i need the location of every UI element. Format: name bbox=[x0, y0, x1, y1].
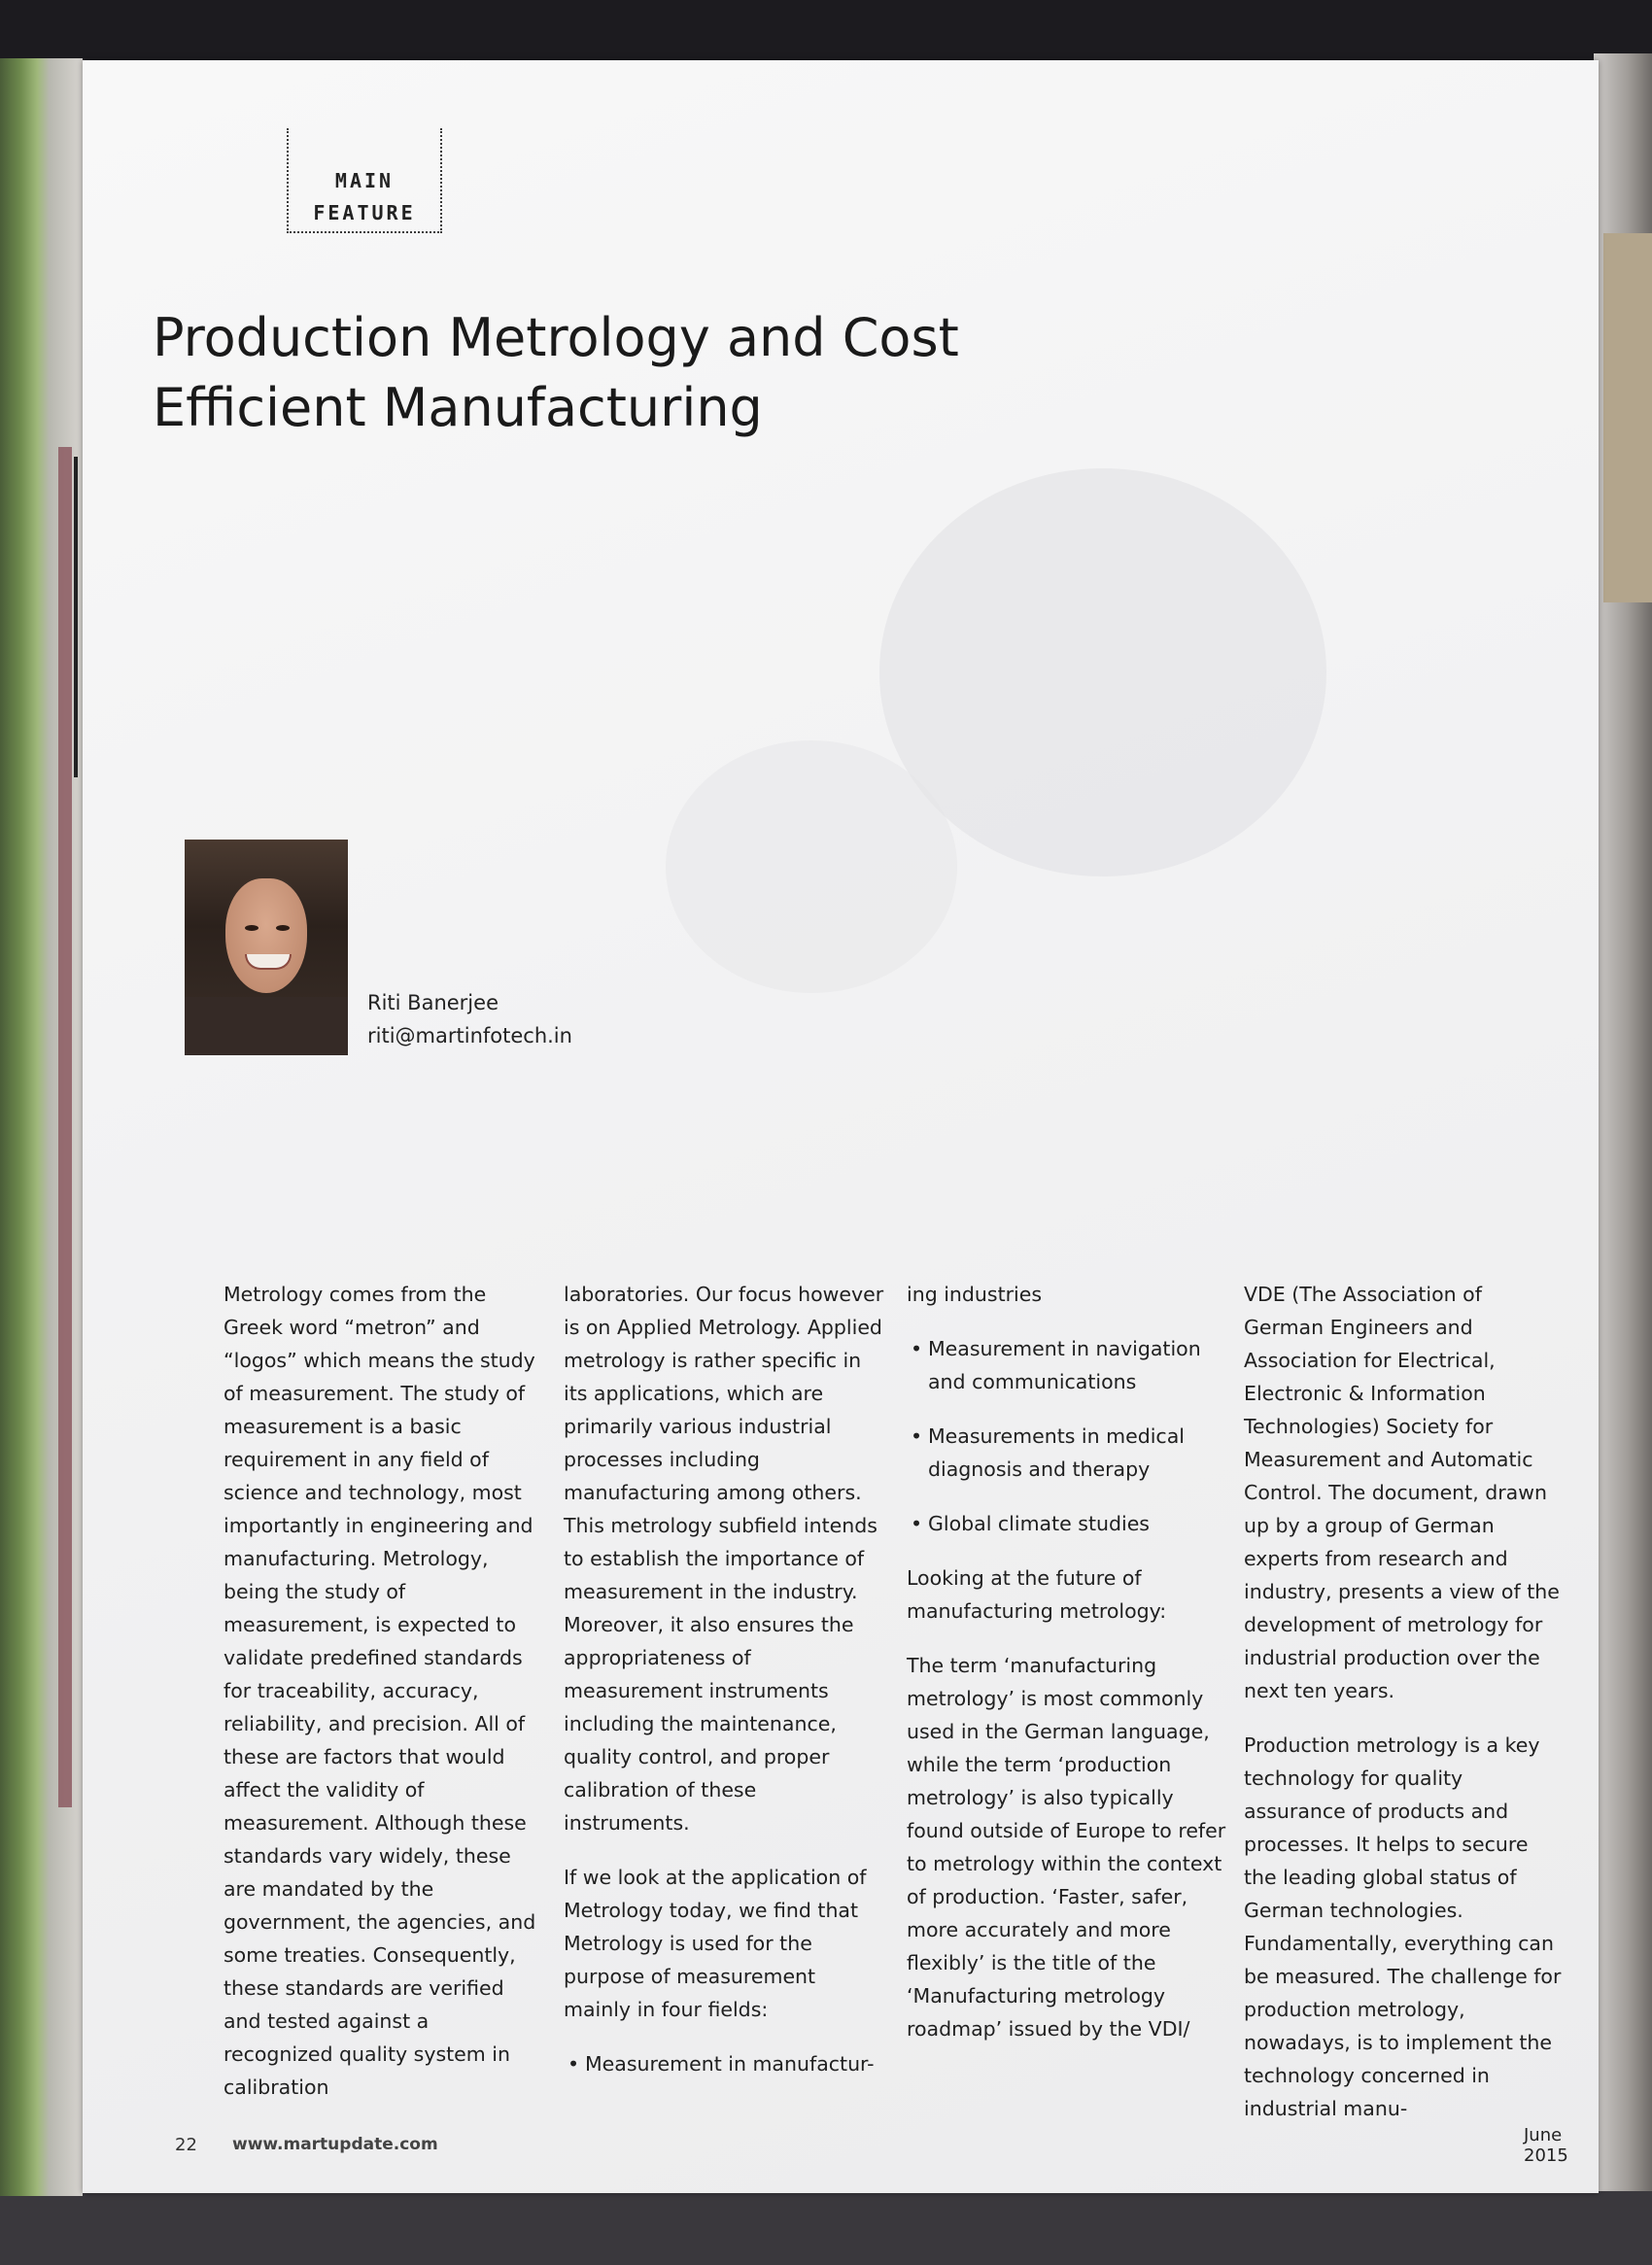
paragraph: Production metrology is a key technology for quality assurance of products and processes. It helps to secure the leading global status of German technologies. Fundamentally, everything can be measured. The challenge for production metrology, nowadays, is to implement the technology concerned in industrial manu- bbox=[1244, 1733, 1562, 2120]
article-column-1 bbox=[224, 1278, 544, 2125]
spine-band bbox=[58, 447, 72, 1807]
article-title-line: Efficient Manufacturing bbox=[153, 377, 763, 438]
bleed-through-shape bbox=[879, 468, 1326, 876]
spine-line bbox=[74, 457, 78, 777]
paragraph: ing industries bbox=[907, 1283, 1043, 1306]
article-title-line: Production Metrology and Cost bbox=[153, 307, 959, 368]
bullet-item: • Measurements in medical diagnosis and therapy bbox=[907, 1420, 1227, 1486]
paragraph: Looking at the future of manufacturing metrology: bbox=[907, 1566, 1167, 1623]
scan-background-bottom bbox=[0, 2186, 1652, 2265]
section-tag bbox=[287, 128, 442, 233]
author-name: Riti Banerjee bbox=[367, 991, 499, 1014]
author-email[interactable]: riti@martinfotech.in bbox=[367, 1024, 572, 1047]
article-column-3 bbox=[907, 1278, 1227, 2067]
footer-url[interactable]: www.martupdate.com bbox=[232, 2135, 438, 2154]
paragraph: If we look at the application of Metrology today, we find that Metrology is used for the purpose of measurement mainly in four fields: bbox=[564, 1866, 867, 2021]
bullet-item: • Measurement in manufactur- bbox=[564, 2047, 884, 2080]
paragraph: laboratories. Our focus however is on Applied Metrology. Applied metrology is rather specific in its applications, which are primarily various industrial processes including manufacturing among others. This metrology subfield intends to establish the importance of measurement in the industry. Moreover, it also ensures the appropriateness of measurement instruments including the maintenance, quality control, and proper calibration of these instruments. bbox=[564, 1283, 884, 1835]
section-tag-line: FEATURE bbox=[313, 201, 416, 224]
magazine-page bbox=[83, 60, 1599, 2193]
next-page-tab bbox=[1603, 233, 1652, 602]
article-column-4 bbox=[1244, 1278, 1565, 2146]
article-column-2 bbox=[564, 1278, 884, 2102]
author-photo bbox=[185, 840, 348, 1055]
issue-date: June 2015 bbox=[1524, 2125, 1568, 2166]
page-number: 22 bbox=[175, 2135, 197, 2155]
paragraph: Metrology comes from the Greek word “metron” and “logos” which means the study of measurement. The study of measurement is a basic requirement in any field of science and technology, most importantly in engineering and manufacturing. Metrology, being the study of measurement, is expected to validate predefined standards for traceability, accuracy, reliability, and precision. All of these are factors that would affect the validity of measurement. Although these standards vary widely, these are mandated by the government, the agencies, and some treaties. Consequently, these standards are verified and tested against a recognized quality system in calibration bbox=[224, 1283, 536, 2099]
bullet-list bbox=[907, 1332, 1227, 1540]
bleed-through-shape bbox=[666, 740, 957, 993]
bullet-item: • Measurement in navigation and communications bbox=[907, 1332, 1227, 1398]
section-tag-line: MAIN bbox=[334, 169, 395, 192]
paragraph: VDE (The Association of German Engineers and Association for Electrical, Electronic & Information Technologies) Society for Measurement and Automatic Control. The document, drawn up by a group of German experts from research and industry, presents a view of the development of metrology for industrial production over the next ten years. bbox=[1244, 1283, 1560, 1702]
bullet-list bbox=[564, 2047, 884, 2080]
scan-background-top bbox=[0, 0, 1652, 68]
article-title bbox=[153, 303, 1027, 443]
paragraph: The term ‘manufacturing metrology’ is most commonly used in the German language, while the term ‘production metrology’ is also typically found outside of Europe to refer to metrology within the context of production. ‘Faster, safer, more accurately and more flexibly’ is the title of the ‘Manufacturing metrology roadmap’ issued by the VDI/ bbox=[907, 1654, 1226, 2041]
bullet-item: • Global climate studies bbox=[907, 1507, 1227, 1540]
